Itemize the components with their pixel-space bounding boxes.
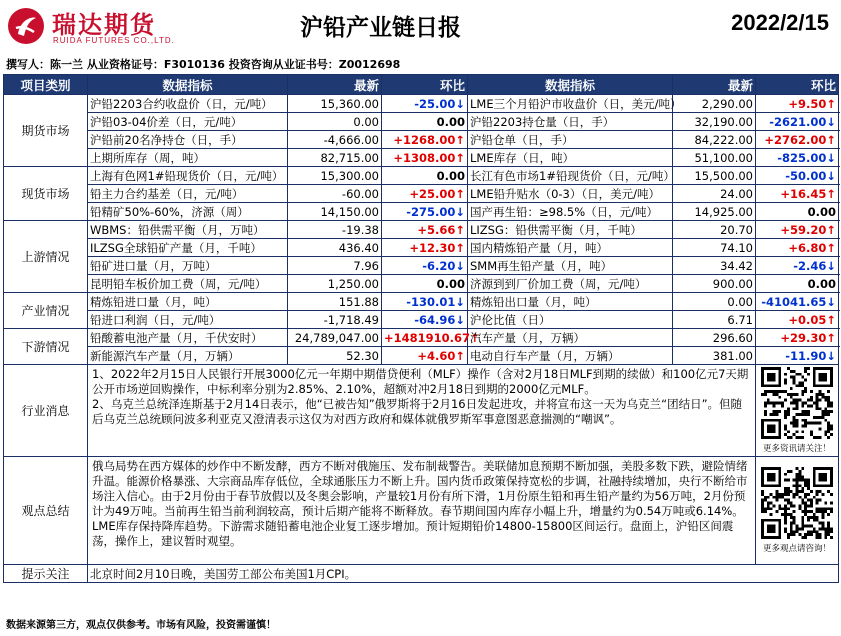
view-row bbox=[4, 457, 839, 565]
left-indicator: 精炼铅进口量（月，吨） bbox=[88, 293, 288, 311]
news-qr-cell bbox=[756, 365, 839, 457]
table-row bbox=[4, 311, 839, 329]
table-row bbox=[4, 347, 839, 365]
left-change: 0.00 bbox=[382, 167, 468, 185]
left-latest: 151.88 bbox=[288, 293, 382, 311]
right-indicator: 济源到到厂价加工费（周，元/吨） bbox=[468, 275, 673, 293]
right-change: +2762.00↑ bbox=[756, 131, 839, 149]
data-rows bbox=[4, 95, 839, 365]
col-indicator-left: 数据指标 bbox=[88, 75, 288, 95]
left-change: +1308.00↑ bbox=[382, 149, 468, 167]
right-change: +29.30↑ bbox=[756, 329, 839, 347]
left-latest: 24,789,047.00 bbox=[288, 329, 382, 347]
right-change: +9.50↑ bbox=[756, 95, 839, 113]
table-row bbox=[4, 95, 839, 113]
view-label: 观点总结 bbox=[4, 457, 88, 565]
news-qr-caption: 更多资讯请关注！ bbox=[762, 444, 831, 454]
right-change: +6.80↑ bbox=[756, 239, 839, 257]
right-change: 0.00 bbox=[756, 203, 839, 221]
left-change: 0.00 bbox=[382, 113, 468, 131]
left-indicator: 铅矿进口量（月，万吨） bbox=[88, 257, 288, 275]
table-row bbox=[4, 131, 839, 149]
right-latest: 14,925.00 bbox=[673, 203, 756, 221]
tips-row bbox=[4, 565, 839, 583]
right-latest: 0.00 bbox=[673, 293, 756, 311]
right-latest: 381.00 bbox=[673, 347, 756, 365]
left-indicator: 沪铅前20名净持仓（日，手） bbox=[88, 131, 288, 149]
report-date: 2022/2/15 bbox=[731, 10, 829, 35]
right-change: -50.00↓ bbox=[756, 167, 839, 185]
tips-label: 提示关注 bbox=[4, 565, 88, 583]
table-row bbox=[4, 167, 839, 185]
left-change: +12.30↑ bbox=[382, 239, 468, 257]
right-latest: 20.70 bbox=[673, 221, 756, 239]
table-row bbox=[4, 149, 839, 167]
view-qr-caption: 更多观点请咨询！ bbox=[762, 544, 831, 554]
view-text bbox=[88, 457, 756, 565]
right-latest: 84,222.00 bbox=[673, 131, 756, 149]
left-change: +1268.00↑ bbox=[382, 131, 468, 149]
logo-subtext: RUIDA FUTURES CO.,LTD. bbox=[53, 36, 175, 45]
table-row bbox=[4, 293, 839, 311]
left-change: -6.20↓ bbox=[382, 257, 468, 275]
col-latest-left: 最新 bbox=[288, 75, 382, 95]
right-latest: 34.42 bbox=[673, 257, 756, 275]
col-change-left: 环比 bbox=[382, 75, 468, 95]
news-content: 1、2022年2月15日人民银行开展3000亿元一年期中期借贷便利（MLF）操作（含对2月18日MLF到期的续做）和100亿元7天期公开市场逆回购操作，中标利率分别为2.85%、2.10%，超额对冲2月18日到期的2000亿元MLF。 2、乌克兰总统泽连斯基于2月14日表示，他“已被告知”俄罗斯将于2月16日发起进攻，并将宣布这一天为乌克兰“团结日”。但随后乌克兰总统顾问波多利亚克又澄清表示这仅为对西方政府和媒体就俄罗斯军事意图恶意揣测的“嘲讽”。 bbox=[92, 367, 749, 426]
right-change: -2.46↓ bbox=[756, 257, 839, 275]
news-text bbox=[88, 365, 756, 457]
left-latest: 14,150.00 bbox=[288, 203, 382, 221]
right-latest: 900.00 bbox=[673, 275, 756, 293]
right-indicator: 电动自行车产量（月，万辆） bbox=[468, 347, 673, 365]
table-row bbox=[4, 185, 839, 203]
left-indicator: 上期所库存（周，吨） bbox=[88, 149, 288, 167]
category-cell: 产业情况 bbox=[4, 293, 88, 329]
table-row bbox=[4, 221, 839, 239]
table-row bbox=[4, 113, 839, 131]
right-change: -2621.00↓ bbox=[756, 113, 839, 131]
left-latest: 52.30 bbox=[288, 347, 382, 365]
right-latest: 15,500.00 bbox=[673, 167, 756, 185]
left-change: -275.00↓ bbox=[382, 203, 468, 221]
left-indicator: 铅精矿50%-60%，济源（周） bbox=[88, 203, 288, 221]
left-indicator: 沪铅2203合约收盘价（日，元/吨） bbox=[88, 95, 288, 113]
table-row bbox=[4, 257, 839, 275]
left-indicator: 铅主力合约基差（日，元/吨） bbox=[88, 185, 288, 203]
category-cell: 期货市场 bbox=[4, 95, 88, 167]
right-indicator: 沪铅2203持仓量（日，手） bbox=[468, 113, 673, 131]
table-row bbox=[4, 203, 839, 221]
qr-code-icon bbox=[761, 367, 833, 439]
right-indicator: LIZSG：铅供需平衡（月，千吨） bbox=[468, 221, 673, 239]
table-header-row bbox=[4, 75, 839, 95]
right-change: +16.45↑ bbox=[756, 185, 839, 203]
col-change-right: 环比 bbox=[756, 75, 839, 95]
right-latest: 24.00 bbox=[673, 185, 756, 203]
news-label: 行业消息 bbox=[4, 365, 88, 457]
left-latest: -60.00 bbox=[288, 185, 382, 203]
right-change: -825.00↓ bbox=[756, 149, 839, 167]
table-row bbox=[4, 275, 839, 293]
left-latest: -1,718.49 bbox=[288, 311, 382, 329]
table-row bbox=[4, 329, 839, 347]
view-qr-cell bbox=[756, 457, 839, 565]
left-change: +25.00↑ bbox=[382, 185, 468, 203]
left-indicator: 昆明铅车板价加工费（周，元/吨） bbox=[88, 275, 288, 293]
category-cell: 现货市场 bbox=[4, 167, 88, 221]
left-latest: 82,715.00 bbox=[288, 149, 382, 167]
page-title: 沪铅产业链日报 bbox=[300, 15, 461, 41]
left-change: -130.01↓ bbox=[382, 293, 468, 311]
left-change: +5.66↑ bbox=[382, 221, 468, 239]
col-category: 项目类别 bbox=[4, 75, 88, 95]
left-indicator: 沪铅03-04价差（日，元/吨） bbox=[88, 113, 288, 131]
left-latest: 15,360.00 bbox=[288, 95, 382, 113]
left-latest: -4,666.00 bbox=[288, 131, 382, 149]
right-indicator: LME三个月铅沪市收盘价（日，美元/吨） bbox=[468, 95, 673, 113]
right-change: +59.20↑ bbox=[756, 221, 839, 239]
left-indicator: 新能源汽车产量（月，万辆） bbox=[88, 347, 288, 365]
left-change: +1481910.67↑ bbox=[382, 329, 468, 347]
left-indicator: 铅进口利润（日，元/吨） bbox=[88, 311, 288, 329]
left-indicator: ILZSG全球铅矿产量（月，千吨） bbox=[88, 239, 288, 257]
category-cell: 上游情况 bbox=[4, 221, 88, 293]
right-change: -41041.65↓ bbox=[756, 293, 839, 311]
right-indicator: SMM再生铅产量（月，吨） bbox=[468, 257, 673, 275]
left-latest: 7.96 bbox=[288, 257, 382, 275]
left-latest: 436.40 bbox=[288, 239, 382, 257]
right-indicator: 汽车产量（月，万辆） bbox=[468, 329, 673, 347]
right-indicator: 沪铅仓单（日，手） bbox=[468, 131, 673, 149]
right-indicator: LME铅升贴水（0-3）（日，美元/吨） bbox=[468, 185, 673, 203]
right-indicator: 国产再生铅：≥98.5%（日，元/吨） bbox=[468, 203, 673, 221]
left-indicator: WBMS：铅供需平衡（月，万吨） bbox=[88, 221, 288, 239]
left-latest: -19.38 bbox=[288, 221, 382, 239]
right-latest: 74.10 bbox=[673, 239, 756, 257]
left-change: +4.60↑ bbox=[382, 347, 468, 365]
right-indicator: 沪伦比值（日） bbox=[468, 311, 673, 329]
right-latest: 2,290.00 bbox=[673, 95, 756, 113]
left-change: -25.00↓ bbox=[382, 95, 468, 113]
right-change: 0.00 bbox=[756, 275, 839, 293]
category-cell: 下游情况 bbox=[4, 329, 88, 365]
view-content: 俄乌局势在西方媒体的炒作中不断发酵，西方不断对俄施压、发布制裁警告。美联储加息预期不断加强，美股多数下跌，避险情绪升温。能源价格暴涨、大宗商品库存低位，全球通胀压力不断上升。国内货币政策保持宽松的步调，社融持续增加，央行不断给市场注入信心。由于2月份由于春节放假以及冬奥会影响，产量较1月份有所下滑，1月份原生铅和再生铅产量约为56万吨，2月份预计为49万吨。当前再生铅当前利润较高，预计后期产能将不断释放。春节期间国内库存小幅上升，增量约为0.54万吨或6.14%。LME库存保持降库趋势。下游需求随铅蓄电池企业复工逐步增加。预计短期铅价14800-15800区间运行。盘面上，沪铅区间震荡，操作上，建议暂时观望。 bbox=[92, 459, 748, 548]
tips-text: 北京时间2月10日晚，美国劳工部公布美国1月CPI。 bbox=[88, 565, 839, 583]
right-indicator: 精炼铅出口量（月，吨） bbox=[468, 293, 673, 311]
qr-code-icon bbox=[761, 467, 833, 539]
report-table bbox=[3, 74, 839, 583]
report-header bbox=[0, 0, 841, 52]
author-line: 撰写人：陈一兰 从业资格证号：F3010136 投资咨询从业证书号：Z0012698 bbox=[6, 58, 401, 71]
right-latest: 296.60 bbox=[673, 329, 756, 347]
logo-text: 瑞达期货 bbox=[52, 11, 156, 39]
news-row bbox=[4, 365, 839, 457]
col-latest-right: 最新 bbox=[673, 75, 756, 95]
left-change: 0.00 bbox=[382, 275, 468, 293]
right-latest: 32,190.00 bbox=[673, 113, 756, 131]
left-indicator: 上海有色网1#铅现货价（日，元/吨） bbox=[88, 167, 288, 185]
right-indicator: LME库存（日，吨） bbox=[468, 149, 673, 167]
left-latest: 0.00 bbox=[288, 113, 382, 131]
right-indicator: 长江有色市场1#铅现货价（日，元/吨） bbox=[468, 167, 673, 185]
right-change: +0.05↑ bbox=[756, 311, 839, 329]
right-indicator: 国内精炼铅产量（月，吨） bbox=[468, 239, 673, 257]
left-latest: 15,300.00 bbox=[288, 167, 382, 185]
left-indicator: 铅酸蓄电池产量（月，千伏安时） bbox=[88, 329, 288, 347]
right-change: -11.90↓ bbox=[756, 347, 839, 365]
left-change: -64.96↓ bbox=[382, 311, 468, 329]
disclaimer: 数据来源第三方，观点仅供参考。市场有风险，投资需谨慎！ bbox=[6, 620, 276, 631]
right-latest: 6.71 bbox=[673, 311, 756, 329]
table-row bbox=[4, 239, 839, 257]
ruida-logo-icon bbox=[6, 6, 46, 46]
left-latest: 1,250.00 bbox=[288, 275, 382, 293]
col-indicator-right: 数据指标 bbox=[468, 75, 673, 95]
right-latest: 51,100.00 bbox=[673, 149, 756, 167]
